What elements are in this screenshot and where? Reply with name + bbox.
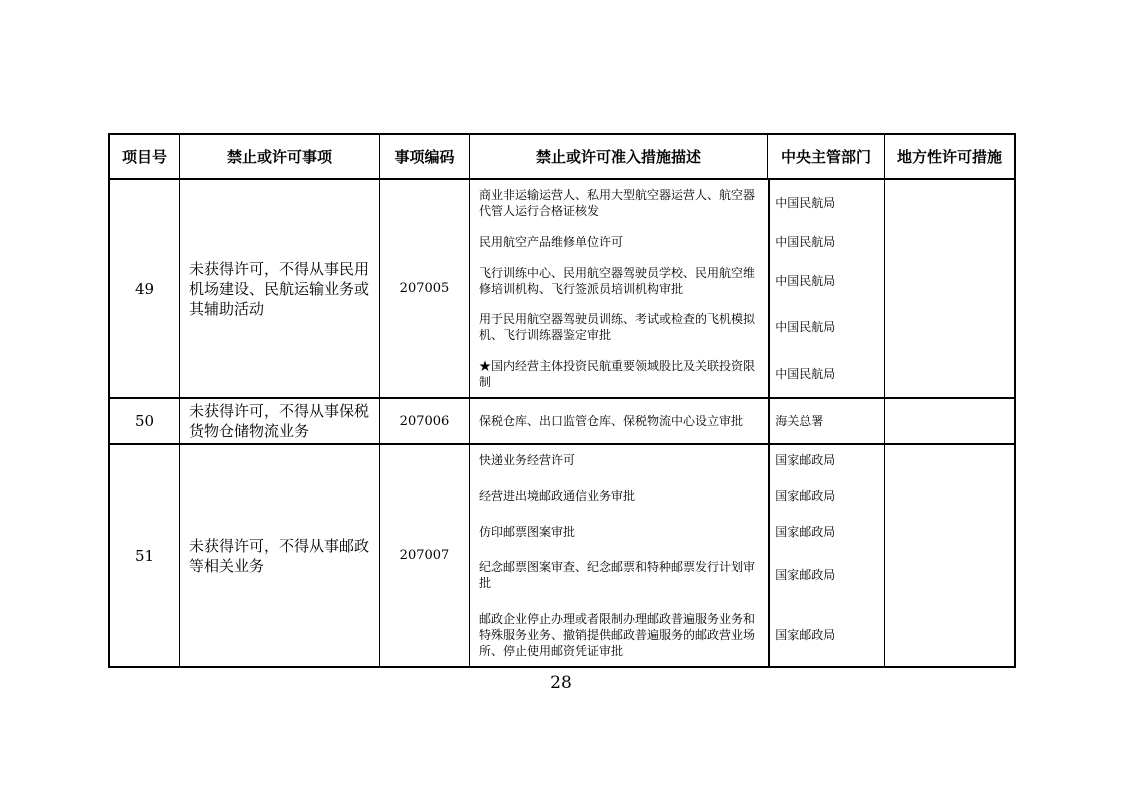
measure-row (470, 452, 884, 468)
measure-authority: 国家邮政局 (775, 488, 836, 503)
measure-authority: 国家邮政局 (775, 628, 836, 642)
prohibited-matter-text: 未获得许可，不得从事保税货物仓储物流业务 (180, 399, 380, 443)
column-divider (768, 180, 770, 397)
measure-authority: 海关总署 (775, 414, 824, 428)
measure-row (470, 611, 884, 659)
measure-authority: 中国民航局 (775, 367, 836, 381)
matter-code: 207007 (380, 445, 470, 666)
measure-row (470, 311, 884, 343)
measure-text: 保税仓库、出口监管仓库、保税物流中心设立审批 (479, 414, 744, 428)
measure-row (470, 234, 884, 250)
prohibited-matter-text: 未获得许可，不得从事民用机场建设、民航运输业务或其辅助活动 (180, 180, 380, 397)
table-row-50 (110, 399, 1014, 445)
measure-text: 经营进出境邮政通信业务审批 (479, 488, 636, 503)
measure-authority: 中国民航局 (775, 273, 836, 288)
local-licensing-cell (885, 399, 1014, 443)
local-licensing-cell (885, 445, 1014, 666)
item-number: 49 (110, 180, 180, 397)
measure-authority: 国家邮政局 (775, 524, 836, 539)
measure-row (470, 265, 884, 297)
item-number: 50 (110, 399, 180, 443)
measures-cell (470, 399, 885, 443)
header-prohibited-or-licensed-matter: 禁止或许可事项 (180, 135, 380, 178)
measure-row (470, 524, 884, 540)
measures-cell (470, 445, 885, 666)
header-local-licensing-measures: 地方性许可措施 (896, 148, 1002, 166)
item-number: 51 (110, 445, 180, 666)
measure-text: 纪念邮票图案审查、纪念邮票和特种邮票发行计划审批 (479, 560, 756, 591)
measure-text: 商业非运输运营人、私用大型航空器运营人、航空器代管人运行合格证核发 (479, 188, 756, 218)
measure-text: 快递业务经营许可 (479, 453, 576, 467)
table-row-49 (110, 180, 1014, 399)
measure-row (470, 488, 884, 504)
measure-row (470, 358, 884, 390)
header-item-number: 项目号 (110, 135, 180, 178)
matter-code: 207006 (380, 399, 470, 443)
market-access-negative-list-table (108, 133, 1016, 668)
header-central-authority: 中央主管部门 (768, 135, 885, 178)
measure-text: 飞行训练中心、民用航空器驾驶员学校、民用航空维修培训机构、飞行签派员培训机构审批 (479, 265, 756, 296)
table-header-row (110, 135, 1014, 180)
header-matter-code: 事项编码 (380, 135, 470, 178)
measure-text: 民用航空产品维修单位许可 (479, 234, 624, 249)
header-measure-description: 禁止或许可准入措施描述 (470, 135, 768, 178)
measure-authority: 中国民航局 (775, 196, 836, 210)
measure-authority: 国家邮政局 (775, 453, 836, 467)
column-divider (768, 445, 770, 666)
measure-row (470, 413, 884, 429)
measure-text: 用于民用航空器驾驶员训练、考试或检查的飞机模拟机、飞行训练器鉴定审批 (479, 312, 756, 343)
measure-text: ★国内经营主体投资民航重要领域股比及关联投资限制 (479, 359, 756, 389)
measure-text: 仿印邮票图案审批 (479, 524, 576, 539)
page-number: 28 (550, 673, 572, 693)
measure-row (470, 187, 884, 219)
prohibited-matter-text: 未获得许可，不得从事邮政等相关业务 (180, 445, 380, 666)
column-divider (768, 399, 770, 443)
table-row-51 (110, 445, 1014, 666)
measure-row (470, 559, 884, 591)
measures-cell (470, 180, 885, 397)
local-licensing-cell (885, 180, 1014, 397)
measure-text: 邮政企业停止办理或者限制办理邮政普遍服务业务和特殊服务业务、撤销提供邮政普遍服务的邮政营业场所、停止使用邮资凭证审批 (479, 612, 756, 658)
measure-authority: 中国民航局 (775, 234, 836, 249)
measure-authority: 国家邮政局 (775, 568, 836, 583)
matter-code: 207005 (380, 180, 470, 397)
measure-authority: 中国民航局 (775, 320, 836, 335)
